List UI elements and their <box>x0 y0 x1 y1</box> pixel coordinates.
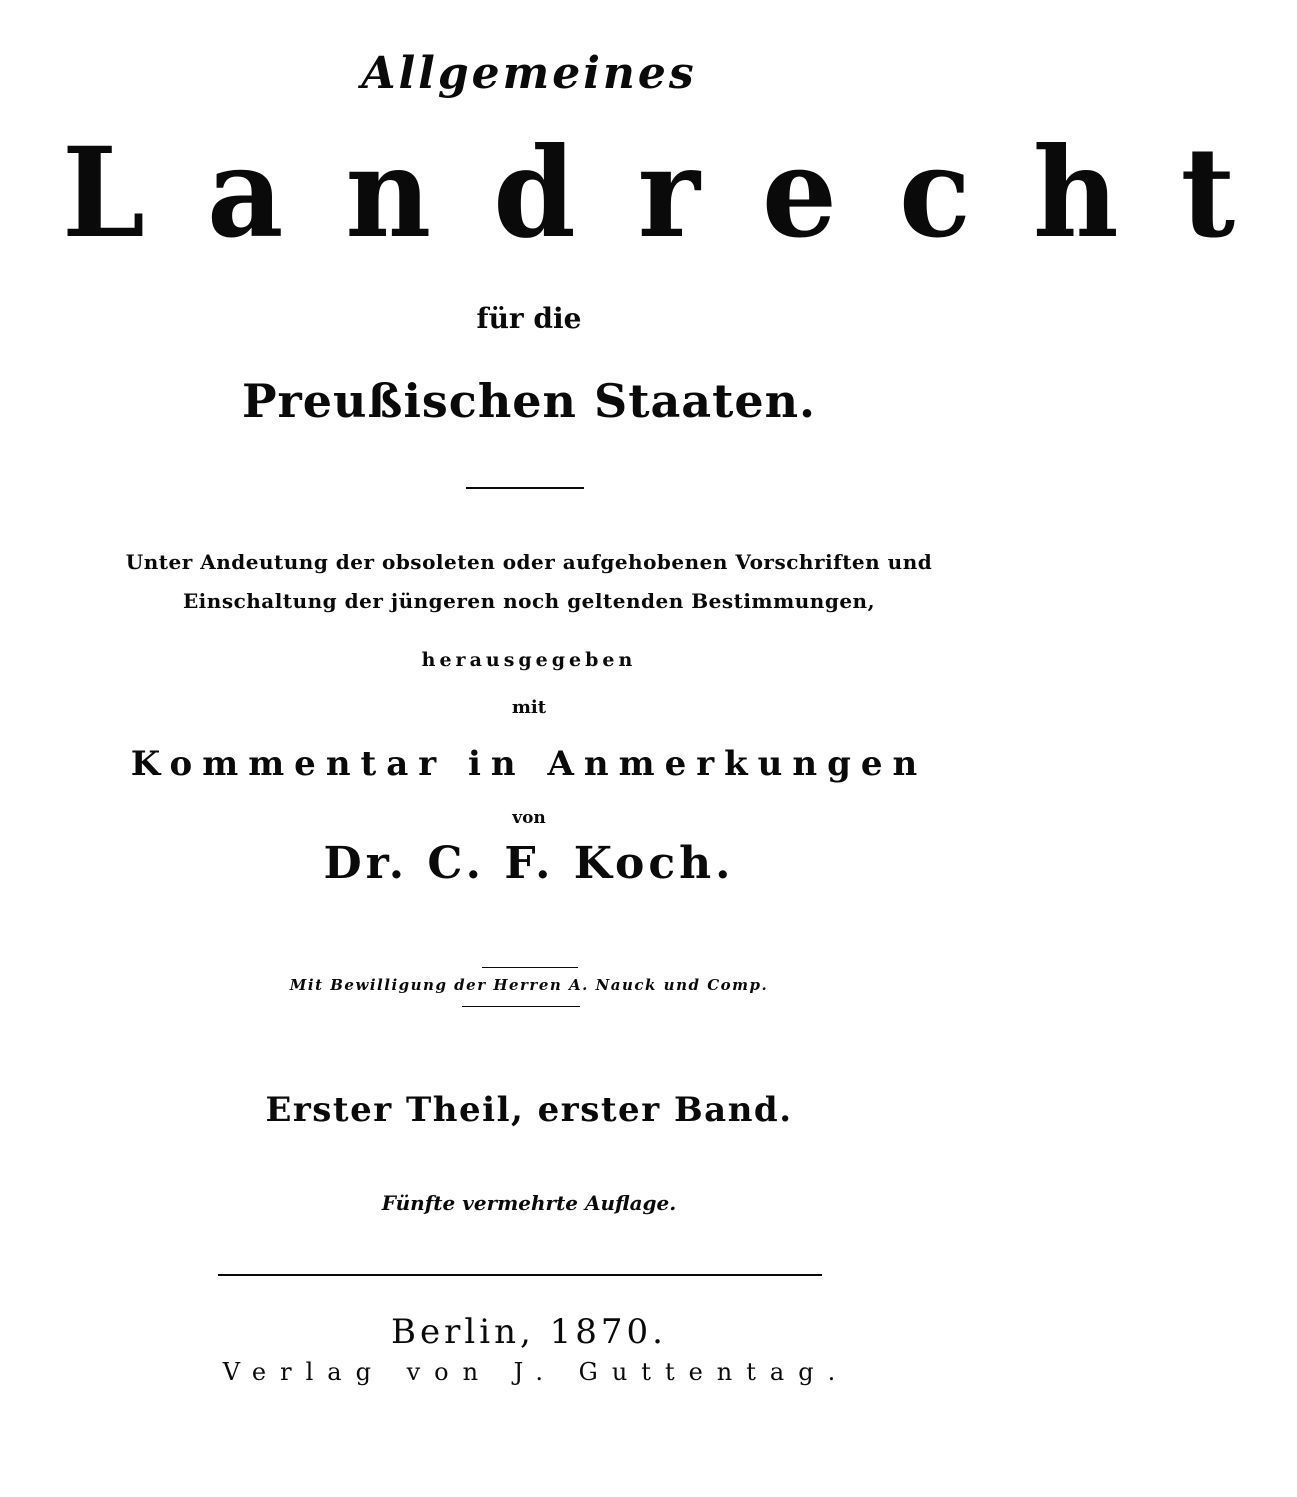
divider-rule <box>466 487 584 489</box>
volume-line: Erster Theil, erster Band. <box>265 1090 793 1130</box>
herausgegeben-line: herausgegeben <box>421 649 637 671</box>
place-year-line: Berlin, 1870. <box>391 1312 667 1352</box>
title-top-line: Allgemeines <box>361 48 697 99</box>
subtitle-line-1: Unter Andeutung der obsoleten oder aufgehobenen Vorschriften und <box>125 550 933 574</box>
divider-rule <box>462 1006 580 1007</box>
edition-line: Fünfte vermehrte Auflage. <box>381 1191 677 1215</box>
mit-line: mit <box>511 697 547 718</box>
author-name: Dr. C. F. Koch. <box>323 838 735 889</box>
subtitle-line-2: Einschaltung der jüngeren noch geltenden Bestimmungen, <box>182 589 876 613</box>
publisher-line: Verlag von J. Guttentag. <box>222 1358 850 1386</box>
staaten-line: Preußischen Staaten. <box>241 374 817 428</box>
kommentar-line: Kommentar in Anmerkungen <box>130 744 928 784</box>
divider-rule <box>482 967 578 968</box>
permission-line: Mit Bewilligung der Herren A. Nauck und Comp. <box>289 976 769 994</box>
divider-rule <box>218 1274 822 1276</box>
fuer-die-line: für die <box>476 302 582 335</box>
main-title: Landrecht <box>62 119 1297 266</box>
von-line: von <box>512 808 546 828</box>
